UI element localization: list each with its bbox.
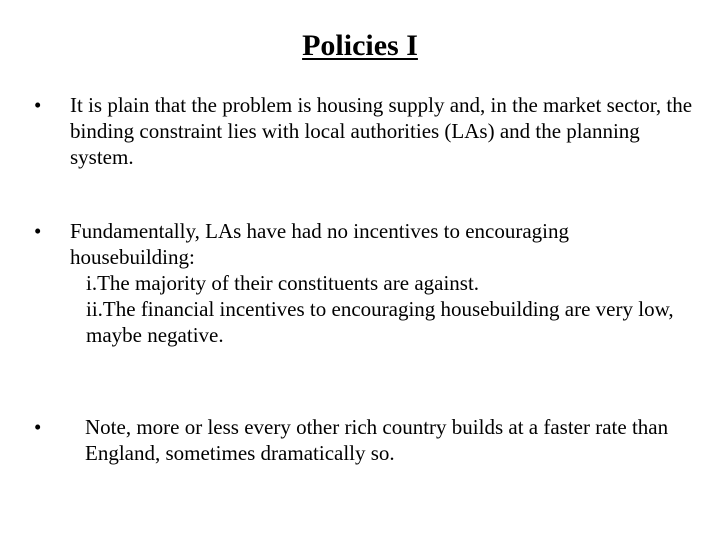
bullet-marker: •: [34, 93, 42, 117]
bullet-text: It is plain that the problem is housing supply and, in the market sector, the binding constraint lies with local authorities (LAs) and the planning system.: [70, 93, 693, 169]
bullet-text: Fundamentally, LAs have had no incentives to encouraging housebuilding:: [70, 219, 570, 269]
bullet-marker: •: [34, 219, 42, 243]
bullet-text: Note, more or less every other rich country builds at a faster rate than England, sometimes dramatically so.: [85, 415, 669, 465]
slide-title: [0, 26, 720, 66]
sub-item-2: ii.The financial incentives to encouraging housebuilding are very low, maybe negative.: [86, 297, 674, 347]
slide-title-text: Policies I: [302, 29, 418, 62]
bullet-text-block: [70, 218, 694, 348]
bullet-item-2: [34, 218, 694, 348]
bullet-item-3: [34, 414, 694, 466]
bullet-item-1: [34, 92, 694, 170]
bullet-marker: •: [34, 415, 42, 439]
sub-item-1: i.The majority of their constituents are against.: [86, 271, 480, 295]
